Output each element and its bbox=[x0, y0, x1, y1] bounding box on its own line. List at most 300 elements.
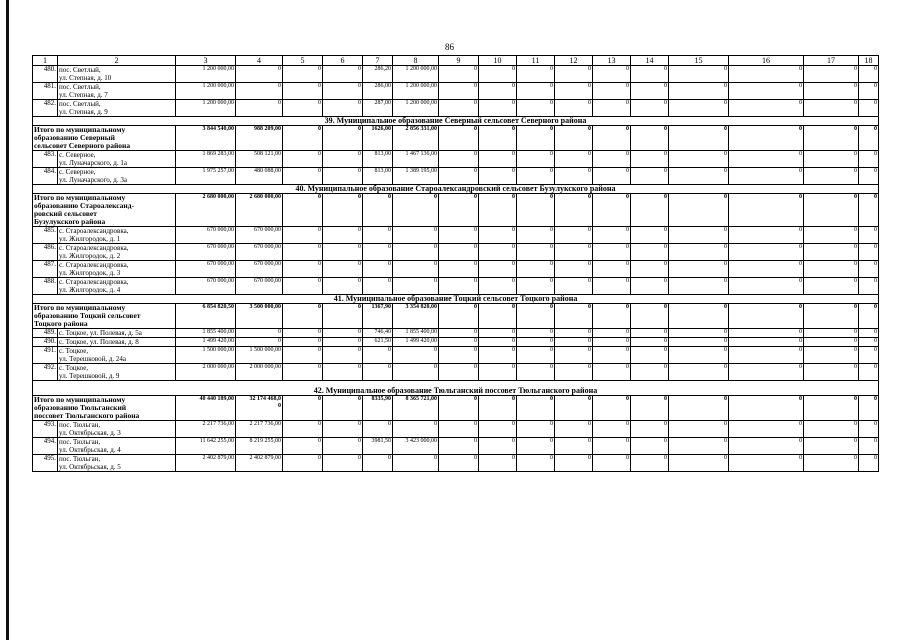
value-cell: 0 bbox=[669, 194, 729, 227]
value-cell: 0 bbox=[859, 278, 879, 295]
row-number: 484. bbox=[33, 168, 58, 185]
value-cell: 40 440 189,00 bbox=[176, 396, 236, 421]
value-cell: 670 000,00 bbox=[236, 244, 283, 261]
value-cell: 0 bbox=[479, 126, 517, 151]
value-cell: 0 bbox=[439, 244, 479, 261]
value-cell: 0 bbox=[323, 126, 363, 151]
value-cell: 0 bbox=[859, 364, 879, 381]
value-cell: 0 bbox=[283, 438, 323, 455]
value-cell: 0 bbox=[555, 227, 593, 244]
address-cell: пос. Тюльган, ул. Октябрьская, д. 4 bbox=[58, 438, 176, 455]
value-cell: 0 bbox=[283, 347, 323, 364]
value-cell: 0 bbox=[631, 396, 669, 421]
value-cell: 0 bbox=[323, 438, 363, 455]
value-cell: 0 bbox=[729, 364, 804, 381]
value-cell: 0 bbox=[859, 194, 879, 227]
subtotal-label: Итого по муниципальному образованию Староалександ- ровский сельсовет Бузулукского района bbox=[33, 194, 176, 227]
value-cell: 0 bbox=[517, 421, 555, 438]
value-cell: 0 bbox=[804, 329, 859, 338]
value-cell: 0 bbox=[236, 66, 283, 83]
value-cell: 0 bbox=[729, 126, 804, 151]
value-cell: 0 bbox=[323, 421, 363, 438]
value-cell: 8 365 721,00 bbox=[393, 396, 439, 421]
section-heading-row bbox=[33, 381, 879, 396]
value-cell: 0 bbox=[439, 66, 479, 83]
value-cell: 0 bbox=[439, 151, 479, 168]
value-cell: 0 bbox=[729, 244, 804, 261]
value-cell: 0 bbox=[555, 329, 593, 338]
value-cell: 0 bbox=[729, 261, 804, 278]
value-cell: 0 bbox=[479, 278, 517, 295]
value-cell: 0 bbox=[555, 278, 593, 295]
value-cell: 1 500 000,00 bbox=[176, 347, 236, 364]
value-cell: 2 217 736,00 bbox=[176, 421, 236, 438]
value-cell: 0 bbox=[669, 347, 729, 364]
value-cell: 508 121,00 bbox=[236, 151, 283, 168]
value-cell: 0 bbox=[479, 83, 517, 100]
table-row bbox=[33, 364, 879, 381]
column-number: 7 bbox=[363, 56, 393, 66]
value-cell: 0 bbox=[479, 438, 517, 455]
value-cell: 0 bbox=[631, 100, 669, 117]
value-cell: 0 bbox=[283, 364, 323, 381]
value-cell: 0 bbox=[363, 455, 393, 472]
value-cell: 0 bbox=[283, 194, 323, 227]
value-cell: 6 854 820,50 bbox=[176, 304, 236, 329]
value-cell: 0 bbox=[555, 151, 593, 168]
value-cell: 0 bbox=[323, 100, 363, 117]
value-cell: 0 bbox=[804, 66, 859, 83]
value-cell: 0 bbox=[517, 455, 555, 472]
value-cell: 0 bbox=[363, 244, 393, 261]
value-cell: 0 bbox=[323, 66, 363, 83]
value-cell: 0 bbox=[393, 455, 439, 472]
column-number: 8 bbox=[393, 56, 439, 66]
table-row bbox=[33, 421, 879, 438]
value-cell: 0 bbox=[593, 421, 631, 438]
value-cell: 0 bbox=[669, 227, 729, 244]
value-cell: 0 bbox=[729, 83, 804, 100]
value-cell: 0 bbox=[804, 455, 859, 472]
value-cell: 1 975 257,00 bbox=[176, 168, 236, 185]
value-cell: 0 bbox=[804, 168, 859, 185]
value-cell: 0 bbox=[729, 338, 804, 347]
value-cell: 0 bbox=[729, 329, 804, 338]
column-number: 2 bbox=[58, 56, 176, 66]
value-cell: 0 bbox=[323, 168, 363, 185]
row-number: 494. bbox=[33, 438, 58, 455]
value-cell: 0 bbox=[669, 126, 729, 151]
value-cell: 0 bbox=[517, 261, 555, 278]
value-cell: 670 000,00 bbox=[236, 278, 283, 295]
section-title: 39. Муниципальное образование Северный сельсовет Северного района bbox=[33, 117, 879, 126]
table-row bbox=[33, 151, 879, 168]
value-cell: 0 bbox=[593, 244, 631, 261]
value-cell: 0 bbox=[323, 227, 363, 244]
value-cell: 0 bbox=[393, 278, 439, 295]
value-cell: 0 bbox=[593, 168, 631, 185]
value-cell: 0 bbox=[859, 421, 879, 438]
value-cell: 0 bbox=[555, 126, 593, 151]
value-cell: 0 bbox=[631, 338, 669, 347]
address-cell: пос. Тюльган, ул. Октябрьская, д. 3 bbox=[58, 421, 176, 438]
value-cell: 0 bbox=[804, 304, 859, 329]
row-number: 488. bbox=[33, 278, 58, 295]
value-cell: 0 bbox=[729, 396, 804, 421]
value-cell: 0 bbox=[517, 338, 555, 347]
value-cell: 0 bbox=[439, 421, 479, 438]
value-cell: 2 402 879,00 bbox=[236, 455, 283, 472]
value-cell: 0 bbox=[593, 227, 631, 244]
value-cell: 0 bbox=[555, 438, 593, 455]
value-cell: 0 bbox=[593, 304, 631, 329]
value-cell: 0 bbox=[283, 126, 323, 151]
table-row bbox=[33, 438, 879, 455]
row-number: 485. bbox=[33, 227, 58, 244]
value-cell: 3 423 000,00 bbox=[393, 438, 439, 455]
column-number: 10 bbox=[479, 56, 517, 66]
value-cell: 0 bbox=[859, 455, 879, 472]
value-cell: 0 bbox=[859, 244, 879, 261]
address-cell: с. Северное, ул. Луначарского, д. 3а bbox=[58, 168, 176, 185]
value-cell: 0 bbox=[363, 227, 393, 244]
value-cell: 0 bbox=[236, 100, 283, 117]
value-cell: 0 bbox=[859, 347, 879, 364]
value-cell: 0 bbox=[804, 244, 859, 261]
value-cell: 0 bbox=[669, 66, 729, 83]
value-cell: 0 bbox=[323, 455, 363, 472]
value-cell: 0 bbox=[555, 304, 593, 329]
value-cell: 0 bbox=[555, 338, 593, 347]
value-cell: 0 bbox=[804, 421, 859, 438]
row-number: 483. bbox=[33, 151, 58, 168]
column-number: 14 bbox=[631, 56, 669, 66]
value-cell: 1 499 420,00 bbox=[393, 338, 439, 347]
column-number: 12 bbox=[555, 56, 593, 66]
value-cell: 0 bbox=[555, 261, 593, 278]
value-cell: 1 389 195,00 bbox=[393, 168, 439, 185]
table-row bbox=[33, 338, 879, 347]
value-cell: 286,00 bbox=[363, 83, 393, 100]
value-cell: 0 bbox=[283, 338, 323, 347]
row-number: 490. bbox=[33, 338, 58, 347]
value-cell: 0 bbox=[804, 347, 859, 364]
value-cell: 0 bbox=[439, 455, 479, 472]
subtotal-label: Итого по муниципальному образованию Северный сельсовет Северного района bbox=[33, 126, 176, 151]
value-cell: 0 bbox=[631, 83, 669, 100]
value-cell: 0 bbox=[236, 338, 283, 347]
value-cell: 2 000 000,00 bbox=[236, 364, 283, 381]
value-cell: 0 bbox=[859, 66, 879, 83]
value-cell: 0 bbox=[517, 438, 555, 455]
value-cell: 0 bbox=[729, 421, 804, 438]
value-cell: 0 bbox=[393, 421, 439, 438]
value-cell: 0 bbox=[517, 329, 555, 338]
address-cell: с. Тоцкое, ул. Полевая, д. 5а bbox=[58, 329, 176, 338]
value-cell: 0 bbox=[363, 261, 393, 278]
value-cell: 0 bbox=[804, 438, 859, 455]
value-cell: 0 bbox=[517, 244, 555, 261]
value-cell: 0 bbox=[479, 421, 517, 438]
value-cell: 0 bbox=[631, 168, 669, 185]
value-cell: 0 bbox=[804, 396, 859, 421]
column-number: 9 bbox=[439, 56, 479, 66]
value-cell: 3 354 820,00 bbox=[393, 304, 439, 329]
value-cell: 0 bbox=[669, 278, 729, 295]
value-cell: 0 bbox=[479, 168, 517, 185]
value-cell: 0 bbox=[283, 278, 323, 295]
row-number: 486. bbox=[33, 244, 58, 261]
subtotal-row bbox=[33, 396, 879, 421]
address-cell: пос. Светлый, ул. Степная, д. 9 bbox=[58, 100, 176, 117]
value-cell: 621,50 bbox=[363, 338, 393, 347]
value-cell: 0 bbox=[517, 396, 555, 421]
value-cell: 0 bbox=[631, 244, 669, 261]
address-cell: с. Тоцкое, ул. Полевая, д. 8 bbox=[58, 338, 176, 347]
value-cell: 0 bbox=[631, 347, 669, 364]
column-number: 13 bbox=[593, 56, 631, 66]
value-cell: 1 869 283,00 bbox=[176, 151, 236, 168]
value-cell: 1 200 000,00 bbox=[393, 66, 439, 83]
value-cell: 0 bbox=[593, 194, 631, 227]
subtotal-row bbox=[33, 126, 879, 151]
value-cell: 0 bbox=[804, 227, 859, 244]
value-cell: 0 bbox=[631, 455, 669, 472]
value-cell: 0 bbox=[439, 227, 479, 244]
value-cell: 0 bbox=[729, 151, 804, 168]
value-cell: 0 bbox=[729, 227, 804, 244]
value-cell: 0 bbox=[669, 83, 729, 100]
value-cell: 2 000 000,00 bbox=[176, 364, 236, 381]
value-cell: 0 bbox=[859, 168, 879, 185]
value-cell: 0 bbox=[283, 168, 323, 185]
row-number: 481. bbox=[33, 83, 58, 100]
value-cell: 0 bbox=[479, 227, 517, 244]
value-cell: 670 000,00 bbox=[176, 278, 236, 295]
value-cell: 0 bbox=[555, 194, 593, 227]
address-cell: с. Северное, ул. Луначарского, д. 1а bbox=[58, 151, 176, 168]
column-number: 17 bbox=[804, 56, 859, 66]
value-cell: 0 bbox=[323, 338, 363, 347]
row-number: 482. bbox=[33, 100, 58, 117]
value-cell: 0 bbox=[555, 100, 593, 117]
value-cell: 0 bbox=[555, 168, 593, 185]
value-cell: 0 bbox=[593, 66, 631, 83]
value-cell: 0 bbox=[517, 194, 555, 227]
column-number: 4 bbox=[236, 56, 283, 66]
column-number: 15 bbox=[669, 56, 729, 66]
value-cell: 670 000,00 bbox=[236, 227, 283, 244]
value-cell: 0 bbox=[631, 227, 669, 244]
value-cell: 0 bbox=[283, 227, 323, 244]
value-cell: 0 bbox=[555, 396, 593, 421]
table-row bbox=[33, 168, 879, 185]
value-cell: 0 bbox=[631, 126, 669, 151]
value-cell: 0 bbox=[859, 261, 879, 278]
column-number: 1 bbox=[33, 56, 58, 66]
value-cell: 0 bbox=[593, 347, 631, 364]
section-heading-row bbox=[33, 185, 879, 194]
value-cell: 0 bbox=[439, 126, 479, 151]
value-cell: 0 bbox=[804, 364, 859, 381]
value-cell: 0 bbox=[283, 329, 323, 338]
value-cell: 287,00 bbox=[363, 100, 393, 117]
value-cell: 0 bbox=[669, 100, 729, 117]
value-cell: 0 bbox=[631, 151, 669, 168]
value-cell: 0 bbox=[631, 364, 669, 381]
value-cell: 0 bbox=[804, 126, 859, 151]
value-cell: 0 bbox=[323, 83, 363, 100]
value-cell: 0 bbox=[517, 66, 555, 83]
value-cell: 0 bbox=[804, 338, 859, 347]
value-cell: 8 219 255,00 bbox=[236, 438, 283, 455]
value-cell: 0 bbox=[283, 151, 323, 168]
value-cell: 0 bbox=[631, 329, 669, 338]
value-cell: 0 bbox=[859, 227, 879, 244]
subtotal-label: Итого по муниципальному образованию Тоцкий сельсовет Тоцкого района bbox=[33, 304, 176, 329]
value-cell: 0 bbox=[236, 83, 283, 100]
value-cell: 0 bbox=[859, 438, 879, 455]
value-cell: 0 bbox=[363, 194, 393, 227]
value-cell: 0 bbox=[631, 194, 669, 227]
value-cell: 0 bbox=[555, 244, 593, 261]
value-cell: 1 855 400,00 bbox=[176, 329, 236, 338]
value-cell: 0 bbox=[517, 151, 555, 168]
section-title: 42. Муниципальное образование Тюльганский поссовет Тюльганского района bbox=[33, 381, 879, 396]
value-cell: 0 bbox=[631, 438, 669, 455]
value-cell: 0 bbox=[479, 364, 517, 381]
value-cell: 0 bbox=[859, 338, 879, 347]
address-cell: с. Староалександровка, ул. Жилгородок, д. 1 bbox=[58, 227, 176, 244]
value-cell: 0 bbox=[439, 278, 479, 295]
value-cell: 0 bbox=[439, 338, 479, 347]
value-cell: 0 bbox=[517, 364, 555, 381]
value-cell: 0 bbox=[517, 227, 555, 244]
column-number: 6 bbox=[323, 56, 363, 66]
value-cell: 0 bbox=[479, 244, 517, 261]
value-cell: 0 bbox=[323, 194, 363, 227]
value-cell: 0 bbox=[555, 66, 593, 83]
value-cell: 0 bbox=[669, 438, 729, 455]
table-row bbox=[33, 227, 879, 244]
value-cell: 0 bbox=[593, 261, 631, 278]
row-number: 480. bbox=[33, 66, 58, 83]
value-cell: 0 bbox=[236, 329, 283, 338]
value-cell: 0 bbox=[593, 396, 631, 421]
row-number: 491. bbox=[33, 347, 58, 364]
value-cell: 813,00 bbox=[363, 168, 393, 185]
value-cell: 0 bbox=[439, 396, 479, 421]
value-cell: 0 bbox=[517, 347, 555, 364]
value-cell: 0 bbox=[363, 278, 393, 295]
table-row bbox=[33, 261, 879, 278]
value-cell: 0 bbox=[517, 126, 555, 151]
value-cell: 0 bbox=[555, 421, 593, 438]
value-cell: 0 bbox=[669, 304, 729, 329]
value-cell: 0 bbox=[363, 364, 393, 381]
value-cell: 670 000,00 bbox=[176, 244, 236, 261]
value-cell: 0 bbox=[283, 421, 323, 438]
value-cell: 1 500 000,00 bbox=[236, 347, 283, 364]
value-cell: 0 bbox=[517, 168, 555, 185]
value-cell: 480 088,00 bbox=[236, 168, 283, 185]
value-cell: 1 467 136,00 bbox=[393, 151, 439, 168]
address-cell: пос. Светлый, ул. Степная, д. 7 bbox=[58, 83, 176, 100]
value-cell: 0 bbox=[729, 168, 804, 185]
value-cell: 0 bbox=[439, 261, 479, 278]
value-cell: 0 bbox=[517, 304, 555, 329]
value-cell: 0 bbox=[393, 261, 439, 278]
value-cell: 0 bbox=[555, 455, 593, 472]
table-row bbox=[33, 329, 879, 338]
value-cell: 0 bbox=[593, 126, 631, 151]
value-cell: 0 bbox=[669, 244, 729, 261]
table-row bbox=[33, 83, 879, 100]
value-cell: 0 bbox=[669, 151, 729, 168]
value-cell: 0 bbox=[393, 364, 439, 381]
value-cell: 0 bbox=[669, 455, 729, 472]
column-number: 16 bbox=[729, 56, 804, 66]
value-cell: 0 bbox=[631, 278, 669, 295]
value-cell: 2 402 879,00 bbox=[176, 455, 236, 472]
value-cell: 0 bbox=[479, 455, 517, 472]
address-cell: с. Тоцкое, ул. Терешковой, д. 9 bbox=[58, 364, 176, 381]
table-body bbox=[33, 66, 879, 472]
value-cell: 813,00 bbox=[363, 151, 393, 168]
value-cell: 0 bbox=[393, 194, 439, 227]
value-cell: 3 500 000,00 bbox=[236, 304, 283, 329]
value-cell: 0 bbox=[859, 126, 879, 151]
table-row bbox=[33, 100, 879, 117]
value-cell: 0 bbox=[729, 347, 804, 364]
value-cell: 0 bbox=[729, 66, 804, 83]
section-title: 40. Муниципальное образование Староалександровский сельсовет Бузулукского района bbox=[33, 185, 879, 194]
column-number: 3 bbox=[176, 56, 236, 66]
value-cell: 0 bbox=[555, 364, 593, 381]
value-cell: 0 bbox=[323, 151, 363, 168]
value-cell: 0 bbox=[479, 338, 517, 347]
value-cell: 0 bbox=[439, 329, 479, 338]
row-number: 493. bbox=[33, 421, 58, 438]
value-cell: 0 bbox=[669, 338, 729, 347]
value-cell: 2 856 331,00 bbox=[393, 126, 439, 151]
value-cell: 0 bbox=[669, 396, 729, 421]
value-cell: 0 bbox=[555, 83, 593, 100]
value-cell: 0 bbox=[593, 278, 631, 295]
value-cell: 0 bbox=[479, 396, 517, 421]
value-cell: 0 bbox=[669, 329, 729, 338]
section-title: 41. Муниципальное образование Тоцкий сельсовет Тоцкого района bbox=[33, 295, 879, 304]
value-cell: 3 844 540,00 bbox=[176, 126, 236, 151]
table-row bbox=[33, 347, 879, 364]
value-cell: 0 bbox=[593, 100, 631, 117]
value-cell: 0 bbox=[593, 329, 631, 338]
value-cell: 0 bbox=[479, 151, 517, 168]
value-cell: 0 bbox=[729, 455, 804, 472]
value-cell: 0 bbox=[323, 278, 363, 295]
value-cell: 0 bbox=[804, 83, 859, 100]
value-cell: 0 bbox=[283, 83, 323, 100]
value-cell: 0 bbox=[729, 438, 804, 455]
value-cell: 0 bbox=[479, 100, 517, 117]
value-cell: 670 000,00 bbox=[236, 261, 283, 278]
page-number: 86 bbox=[445, 42, 454, 52]
value-cell: 0 bbox=[804, 100, 859, 117]
value-cell: 0 bbox=[323, 244, 363, 261]
section-heading-row bbox=[33, 295, 879, 304]
value-cell: 0 bbox=[439, 304, 479, 329]
value-cell: 0 bbox=[729, 278, 804, 295]
